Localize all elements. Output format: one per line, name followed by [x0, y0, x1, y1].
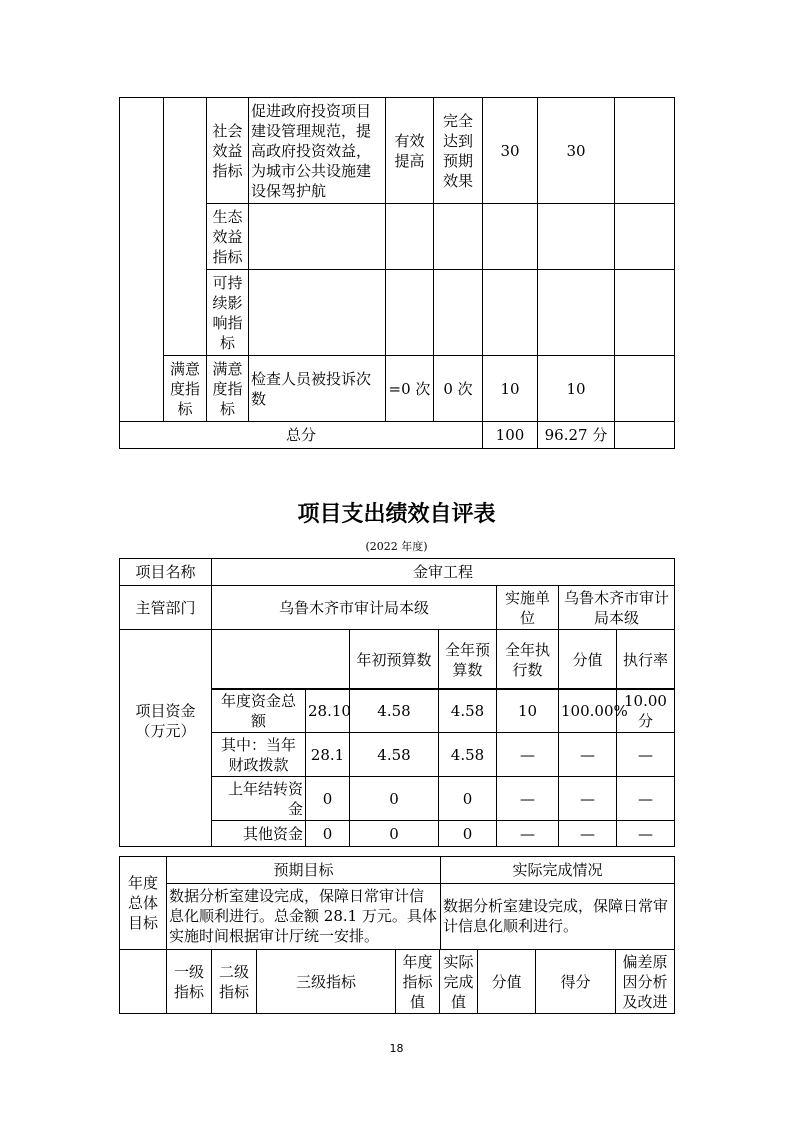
indicator-cell: 促进政府投资项目建设管理规范，提高政府投资效益，为城市公共设施建设保驾护航 — [249, 98, 386, 204]
table-row — [120, 98, 675, 204]
table-row: 其他资金 0 0 0 — — — — [120, 821, 675, 847]
actual-label: 实际完成情况 — [441, 857, 675, 884]
indicator-header: 偏差原因分析及改进 — [616, 950, 675, 1014]
expected-label: 预期目标 — [167, 857, 441, 884]
total-label: 总分 — [120, 422, 483, 449]
table-row: 项目资金（万元） 年度资金总额 28.10 4.58 4.58 10 100.00% 10.00分 — [120, 689, 675, 733]
total-score: 96.27 分 — [538, 422, 615, 449]
impl-value: 乌鲁木齐市审计局本级 — [559, 586, 675, 630]
indicator-header: 年度指标值 — [396, 950, 440, 1014]
page-number: 18 — [389, 1042, 404, 1055]
project-name-label: 项目名称 — [120, 559, 212, 586]
funds-row-label: 上年结转资金 — [212, 777, 306, 821]
weight-cell: 10 — [483, 356, 538, 422]
indicator-cell: 检查人员被投诉次数 — [249, 356, 386, 422]
performance-table-continued — [119, 97, 675, 449]
table-row — [120, 884, 675, 950]
score-cell: 10 — [538, 356, 615, 422]
funds-header: 执行率 — [617, 630, 675, 690]
table-row — [120, 857, 675, 884]
funds-label: 项目资金（万元） — [120, 689, 212, 847]
goal-table — [119, 856, 675, 950]
funds-row-label: 年度资金总额 — [212, 689, 306, 733]
weight-cell: 30 — [483, 98, 538, 204]
funds-row-label: 其他资金 — [212, 821, 306, 847]
self-evaluation-table — [119, 558, 675, 690]
funds-table — [119, 688, 675, 847]
level1-cell: 满意度指标 — [164, 356, 207, 422]
actual-cell: 0 次 — [434, 356, 483, 422]
indicator-header: 分值 — [478, 950, 536, 1014]
table-row — [120, 630, 675, 690]
level2-cell: 生态效益指标 — [207, 204, 249, 270]
actual-cell: 完全达到预期效果 — [434, 98, 483, 204]
funds-header: 全年执行数 — [497, 630, 559, 690]
dept-label: 主管部门 — [120, 586, 212, 630]
expected-text: 数据分析室建设完成，保障日常审计信息化顺利进行。总金额 28.1 万元。具体实施时间根据审计厅统一安排。 — [167, 884, 441, 950]
table-row — [120, 356, 675, 422]
target-cell: =0 次 — [386, 356, 434, 422]
target-cell: 有效提高 — [386, 98, 434, 204]
indicator-header: 二级指标 — [212, 950, 257, 1014]
table-row — [120, 586, 675, 630]
page-title: 项目支出绩效自评表 — [297, 502, 496, 527]
impl-label: 实施单位 — [497, 586, 559, 630]
total-weight: 100 — [483, 422, 538, 449]
goal-label: 年度总体目标 — [120, 857, 167, 950]
indicator-header: 一级指标 — [167, 950, 212, 1014]
year-label: (2022 年度) — [365, 540, 428, 553]
dept-value: 乌鲁木齐市审计局本级 — [212, 586, 497, 630]
level2-cell: 可持续影响指标 — [207, 270, 249, 356]
total-row — [120, 422, 675, 449]
funds-row-label: 其中：当年财政拨款 — [212, 733, 306, 777]
indicator-header-table — [119, 949, 675, 1014]
table-row: 上年结转资金 0 0 0 — — — — [120, 777, 675, 821]
score-cell: 30 — [538, 98, 615, 204]
indicator-header: 实际完成值 — [440, 950, 478, 1014]
table-row: 其中：当年财政拨款 28.1 4.58 4.58 — — — — [120, 733, 675, 777]
table-row — [120, 559, 675, 586]
level2-cell: 满意度指标 — [207, 356, 249, 422]
actual-text: 数据分析室建设完成，保障日常审计信息化顺利进行。 — [441, 884, 675, 950]
funds-header: 年初预算数 — [350, 630, 439, 690]
indicator-header: 三级指标 — [257, 950, 396, 1014]
funds-header: 全年预算数 — [439, 630, 497, 690]
funds-label — [120, 630, 212, 690]
table-row — [120, 950, 675, 1014]
indicator-header: 得分 — [536, 950, 616, 1014]
project-name: 金审工程 — [212, 559, 675, 586]
level2-cell: 社会效益指标 — [207, 98, 249, 204]
funds-header: 分值 — [559, 630, 617, 690]
